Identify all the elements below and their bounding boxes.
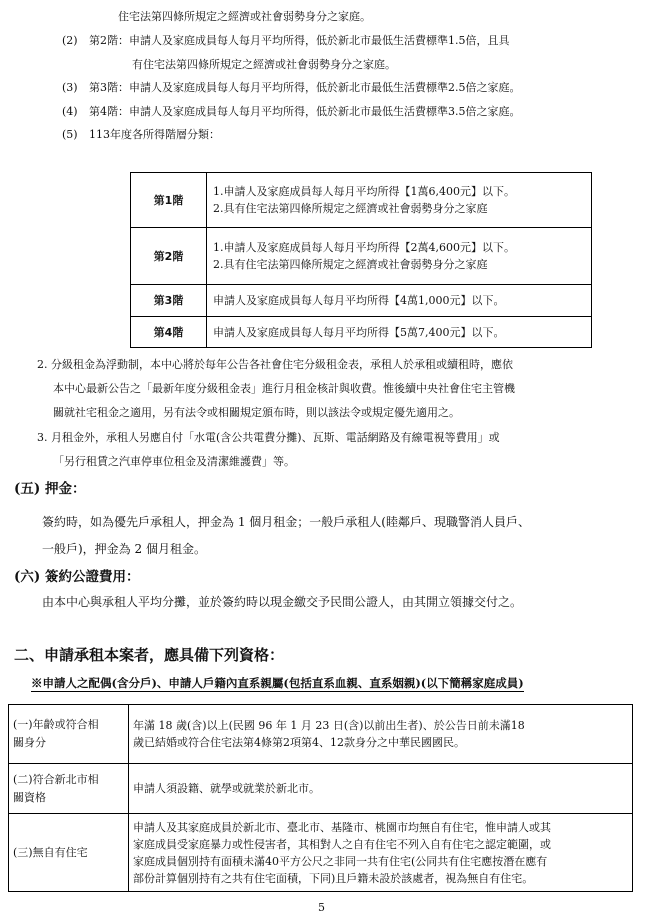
qualification-row bbox=[9, 705, 633, 764]
qualification-table bbox=[8, 704, 633, 892]
table-intro: 113年度各所得階層分類： bbox=[89, 128, 220, 141]
tier4-line: 第4階：申請人及家庭成員每人每月平均所得，低於新北市最低生活費標準3.5倍之家庭。 bbox=[89, 105, 521, 118]
tier-description bbox=[207, 228, 592, 285]
qualification-row bbox=[9, 814, 633, 892]
note2-line1: 2. 分級租金為浮動制，本中心將於每年公告各社會住宅分級租金表，承租人於承租或續租時，應依 bbox=[37, 358, 513, 371]
tier-row bbox=[131, 317, 592, 348]
qualification-text bbox=[129, 705, 633, 764]
qualification-text-line: 年滿 18 歲(含)以上(民國 96 年 1 月 23 日(含)以前出生者)、於公告日前未滿18 bbox=[133, 719, 525, 732]
family-definition-note bbox=[31, 675, 524, 691]
income-tier-table bbox=[130, 172, 592, 348]
qualification-text bbox=[129, 814, 633, 892]
tier-description-line: 2.具有住宅法第四條所規定之經濟或社會弱勢身分之家庭 bbox=[213, 258, 488, 271]
note3-line1: 3. 月租金外，承租人另應自付「水電(含公共電費分攤)、瓦斯、電話網路及有線電視等費用」或 bbox=[37, 431, 500, 444]
tier2-number: (2) bbox=[62, 34, 78, 47]
qualification-label: (三)無自有住宅 bbox=[9, 814, 129, 892]
qualification-label-line: (二)符合新北市相 bbox=[13, 772, 99, 786]
qualification-label-line: 關資格 bbox=[13, 790, 46, 804]
tier-description-line: 1.申請人及家庭成員每人每月平均所得【2萬4,600元】以下。 bbox=[213, 241, 515, 254]
notary-heading: (六) 簽約公證費用： bbox=[14, 569, 140, 585]
tier4-number: (4) bbox=[62, 105, 78, 118]
qualification-text: 申請人須設籍、就學或就業於新北市。 bbox=[129, 764, 633, 814]
qualification-text-line: 家庭成員個別持有面積未滿40平方公尺之非同一共有住宅(公同共有住宅應按潛在應有 bbox=[133, 854, 548, 868]
qualification-text-line: 申請人及其家庭成員於新北市、臺北市、基隆市、桃園市均無自有住宅，惟申請人或其 bbox=[133, 820, 551, 834]
deposit-line2: 一般戶)，押金為 2 個月租金。 bbox=[42, 542, 206, 556]
tier-row bbox=[131, 285, 592, 317]
tier-description: 申請人及家庭成員每人每月平均所得【5萬7,400元】以下。 bbox=[207, 317, 592, 348]
qualification-row bbox=[9, 764, 633, 814]
tier-level: 第4階 bbox=[131, 317, 207, 348]
tier2-line1: 第2階：申請人及家庭成員每人每月平均所得，低於新北市最低生活費標準1.5倍，且具 bbox=[89, 34, 510, 47]
qualification-label-line: 關身分 bbox=[13, 736, 46, 749]
tier-row bbox=[131, 173, 592, 228]
tier-description-line: 2.具有住宅法第四條所規定之經濟或社會弱勢身分之家庭 bbox=[213, 202, 488, 215]
tier-level: 第3階 bbox=[131, 285, 207, 317]
page-number: 5 bbox=[318, 901, 325, 914]
tier3-number: (3) bbox=[62, 81, 78, 94]
tier-level: 第1階 bbox=[131, 173, 207, 228]
qualification-text-line: 家庭成員受家庭暴力或性侵害者，其相對人之自有住宅不列入自有住宅之認定範圍，或 bbox=[133, 837, 551, 851]
section2-heading: 二、申請承租本案者，應具備下列資格： bbox=[14, 646, 285, 664]
note2-line3: 關就社宅租金之適用，另有法令或相關規定頒布時，則以該法令或規定優先適用之。 bbox=[53, 406, 460, 419]
note2-line2: 本中心最新公告之「最新年度分級租金表」進行月租金核計與收費。惟後續中央社會住宅主管機 bbox=[53, 382, 515, 395]
tier3-line: 第3階：申請人及家庭成員每人每月平均所得，低於新北市最低生活費標準2.5倍之家庭。 bbox=[89, 81, 521, 94]
tier-level: 第2階 bbox=[131, 228, 207, 285]
qualification-label bbox=[9, 705, 129, 764]
qualification-text-line: 部份計算個別持有之共有住宅面積，下同)且戶籍未設於該處者，視為無自有住宅。 bbox=[133, 871, 534, 885]
tier-description: 申請人及家庭成員每人每月平均所得【4萬1,000元】以下。 bbox=[207, 285, 592, 317]
table-intro-number: (5) bbox=[62, 128, 78, 141]
tier1-continuation: 住宅法第四條所規定之經濟或社會弱勢身分之家庭。 bbox=[118, 10, 371, 23]
deposit-heading: (五) 押金： bbox=[14, 481, 86, 497]
note3-line2: 「另行租賃之汽車停車位租金及清潔維護費」等。 bbox=[53, 455, 295, 468]
tier-row bbox=[131, 228, 592, 285]
qualification-text-line: 歲已結婚或符合住宅法第4條第2項第4、12款身分之中華民國國民。 bbox=[133, 736, 465, 749]
family-definition-text: ※申請人之配偶(含分戶)、申請人戶籍內直系親屬(包括直系血親、直系姻親)(以下簡稱家庭成員) bbox=[31, 676, 524, 690]
tier-description bbox=[207, 173, 592, 228]
deposit-line1: 簽約時，如為優先戶承租人，押金為 1 個月租金；一般戶承租人(睦鄰戶、現職警消人員戶、 bbox=[42, 515, 530, 529]
tier-description-line: 1.申請人及家庭成員每人每月平均所得【1萬6,400元】以下。 bbox=[213, 185, 515, 198]
qualification-label-line: (一)年齡或符合相 bbox=[13, 718, 99, 731]
notary-line1: 由本中心與承租人平均分攤，並於簽約時以現金繳交予民間公證人，由其開立領據交付之。 bbox=[42, 595, 523, 609]
tier2-line2: 有住宅法第四條所規定之經濟或社會弱勢身分之家庭。 bbox=[132, 58, 396, 71]
qualification-label bbox=[9, 764, 129, 814]
